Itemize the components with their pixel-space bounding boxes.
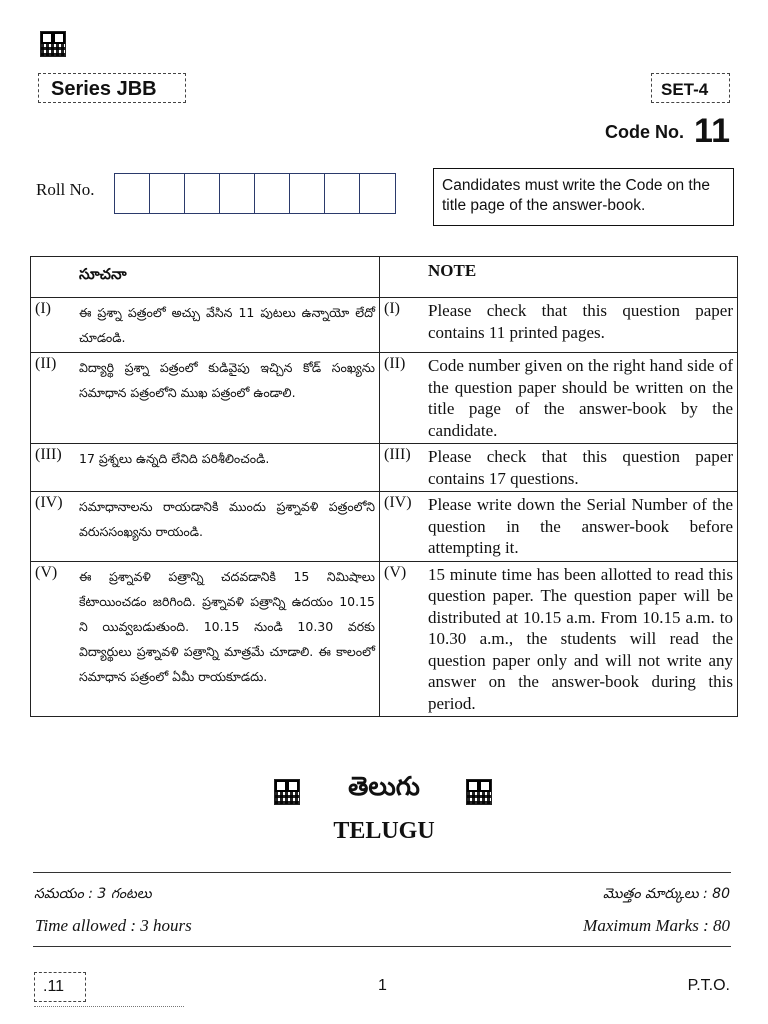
divider (33, 872, 731, 873)
maximum-marks-telugu: మొత్తం మార్కులు : 80 (602, 886, 730, 902)
item-number: (V) (384, 563, 407, 581)
roll-digit-box[interactable] (360, 174, 395, 213)
set-label: SET-4 (651, 73, 730, 103)
item-text-english: 15 minute time has been allotted to read this question paper. The question paper will be distributed at 10.15 a.m. From 10.15 a.m. to 10.30 a.m., the students will read the question paper only and will not write any answer on the answer-book during this period. (428, 564, 733, 713)
roll-digit-box[interactable] (115, 174, 150, 213)
item-number: (II) (384, 355, 406, 372)
roll-digit-box[interactable] (185, 174, 220, 213)
roll-digit-box[interactable] (150, 174, 185, 213)
item-number: (V) (35, 563, 58, 581)
item-number: (II) (35, 355, 57, 372)
roll-digit-box[interactable] (255, 174, 290, 213)
footer-code: .11 (34, 972, 86, 1002)
series-label: Series JBB (38, 73, 186, 103)
divider (33, 946, 731, 947)
item-text-telugu: 17 ప్రశ్నలు ఉన్నది లేనిది పరిశీలించండి. (79, 451, 270, 466)
table-header-row (31, 257, 738, 298)
roll-digit-box[interactable] (290, 174, 325, 213)
time-allowed-telugu: సమయం : 3 గంటలు (34, 886, 152, 902)
code-label: Code No. (605, 122, 685, 142)
roll-number-boxes[interactable] (114, 173, 396, 214)
item-number: (I) (35, 300, 51, 317)
item-number: (IV) (35, 494, 63, 511)
dotted-rule (34, 1006, 184, 1007)
item-number: (III) (384, 446, 411, 463)
table-row (31, 444, 738, 492)
please-turn-over: P.T.O. (687, 977, 730, 994)
subject-title-english: TELUGU (333, 818, 435, 844)
item-text-telugu: ఈ ప్రశ్నా పత్రంలో అచ్చు వేసిన 11 పుటలు ఉన్నాయో లేదో చూడండి. (79, 305, 375, 345)
item-text-english: Please check that this question paper contains 11 printed pages. (428, 301, 733, 342)
item-text-english: Code number given on the right hand side of the question paper should be written on the title page of the answer-book by the candidate. (428, 356, 733, 440)
code-number: 11 (694, 112, 730, 150)
item-number: (III) (35, 446, 62, 463)
instructions-table (30, 256, 738, 717)
roll-digit-box[interactable] (220, 174, 255, 213)
time-allowed-english: Time allowed : 3 hours (35, 916, 192, 935)
table-row (31, 561, 738, 717)
note-heading-english: NOTE (428, 261, 477, 280)
subject-title-telugu: తెలుగు (348, 772, 420, 802)
table-row (31, 492, 738, 562)
page-number: 1 (378, 977, 387, 994)
table-row (31, 353, 738, 444)
note-heading-telugu: సూచనా (79, 265, 127, 283)
item-text-english: Please check that this question paper contains 17 questions. (428, 447, 733, 488)
item-text-telugu: సమాధానాలను రాయడానికి ముందు ప్రశ్నావళి పత్రంలోని వరుససంఖ్యను రాయండి. (79, 499, 375, 539)
code-number-block (605, 112, 730, 151)
table-row (31, 298, 738, 353)
item-text-telugu: ఈ ప్రశ్నావళి పత్రాన్ని చదవడానికి 15 నిమిషాలు కేటాయించడం జరిగింది. ప్రశ్నావళి పత్రాన్ని ఉదయం 10.15 ని యివ్వబడుతుంది. 10.15 నుండి 10.30 వరకు విద్యార్థులు ప్రశ్నావళి పత్రాన్ని మాత్రమే చూడాలి. ఈ కాలంలో సమాధాన పత్రంలో ఏమీ రాయకూడదు. (79, 568, 375, 684)
maximum-marks-english: Maximum Marks : 80 (583, 916, 730, 935)
item-text-telugu: విద్యార్థి ప్రశ్నా పత్రంలో కుడివైపు ఇచ్చిన కోడ్ సంఖ్యను సమాధాన పత్రంలోని ముఖ పత్రంలో ఉండాలి. (79, 360, 375, 400)
qr-code-icon (40, 31, 66, 57)
item-number: (I) (384, 300, 400, 317)
candidate-instruction-box: Candidates must write the Code on the title page of the answer-book. (433, 168, 734, 226)
item-text-english: Please write down the Serial Number of the question in the answer-book before attempting it. (428, 495, 733, 557)
roll-number-label: Roll No. (36, 180, 95, 199)
item-number: (IV) (384, 494, 412, 511)
roll-digit-box[interactable] (325, 174, 360, 213)
